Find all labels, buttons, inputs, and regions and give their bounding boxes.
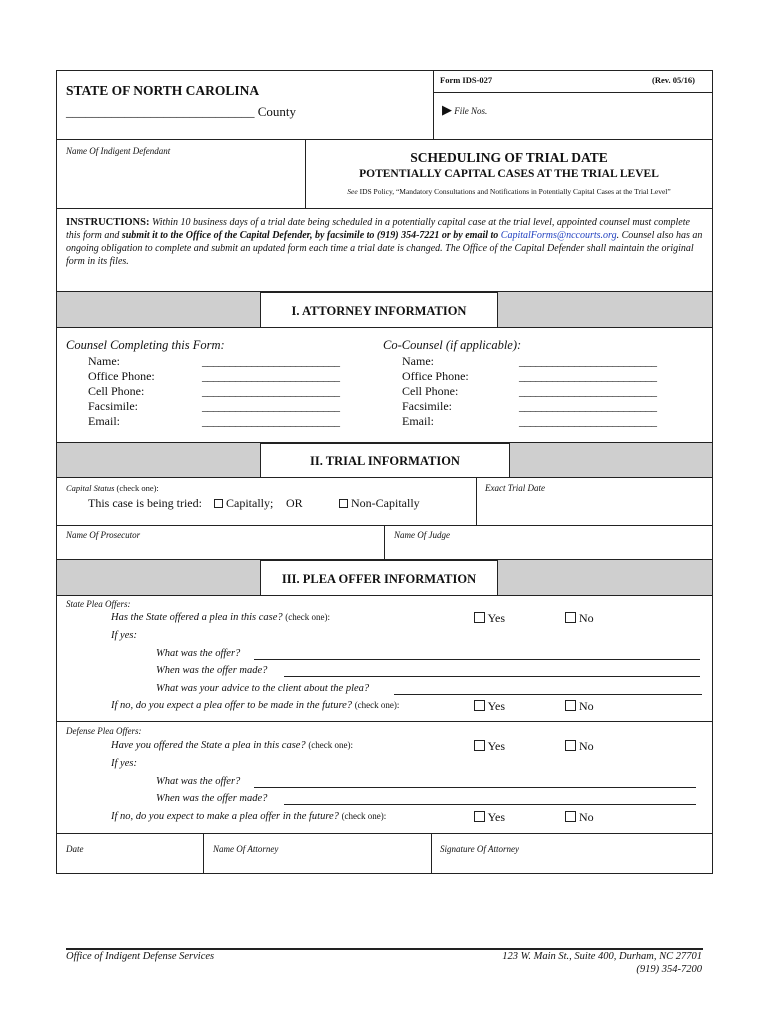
- attorney-signature-label: Signature Of Attorney: [440, 844, 519, 854]
- judge-field[interactable]: [394, 530, 450, 540]
- date-label: Date: [66, 844, 84, 854]
- state-when-input[interactable]: [284, 666, 700, 677]
- defendant-label: Name Of Indigent Defendant: [66, 146, 171, 156]
- defense-offer-label: What was the offer?: [156, 776, 241, 787]
- judge-label: Name Of Judge: [394, 530, 450, 540]
- state-future-yes-label: Yes: [487, 699, 506, 713]
- date-divider: [203, 833, 204, 874]
- policy-reference: [305, 187, 713, 196]
- section3-title: III. PLEA OFFER INFORMATION: [260, 560, 498, 596]
- defense-future-no-label: No: [579, 810, 594, 824]
- date-field[interactable]: [66, 844, 84, 854]
- defendant-field[interactable]: [66, 146, 170, 156]
- counsel-email-label: Email:: [88, 414, 120, 428]
- capital-forms-email-link[interactable]: CapitalForms@nccourts.org: [500, 230, 617, 241]
- cocounsel-office-phone-label: Office Phone:: [402, 369, 469, 383]
- section1-title: I. ATTORNEY INFORMATION: [260, 292, 498, 328]
- state-ifno-question: [111, 700, 399, 711]
- state-ifno-check-one: (check one):: [354, 700, 400, 710]
- footer-office: Office of Indigent Defense Services: [66, 951, 215, 962]
- defense-ifno-check-one: (check one):: [341, 811, 387, 821]
- instructions-part2: . Counsel also has an ongoing obligation to complete and submit an updated form each time a trial date is changed. The Office of the Capital Defender shall maintain the original form in its files.: [66, 230, 703, 267]
- defense-plea-question: [111, 740, 353, 751]
- cocounsel-email-input[interactable]: _________________________: [519, 414, 657, 428]
- state-offer-label: What was the offer?: [156, 648, 241, 659]
- counsel-name-input[interactable]: _________________________: [202, 354, 340, 368]
- defense-future-yes-label: Yes: [487, 810, 506, 824]
- state-future-yes-option[interactable]: [474, 699, 505, 714]
- defense-when-label: When was the offer made?: [156, 793, 268, 804]
- section2-title: II. TRIAL INFORMATION: [260, 443, 510, 478]
- capitally-checkbox[interactable]: [214, 499, 223, 508]
- state-plea-no-checkbox[interactable]: [565, 612, 576, 623]
- instructions-submit: submit it to the Office of the Capital Defender, by facsimile to (919) 354-7221 or by email to: [121, 230, 499, 241]
- counsel-cell-phone-input[interactable]: _________________________: [202, 384, 340, 398]
- state-plea-question: [111, 612, 330, 623]
- title-bottom-rule: [56, 208, 713, 209]
- name-divider: [431, 833, 432, 874]
- counsel-field-labels: [88, 354, 155, 429]
- prosecutor-judge-divider: [384, 525, 385, 559]
- state-plea-question-text: Has the State offered a plea in this case?: [111, 612, 283, 623]
- state-plea-no-option[interactable]: [565, 611, 594, 626]
- counsel-heading: Counsel Completing this Form:: [66, 338, 225, 352]
- county-field[interactable]: [66, 104, 296, 120]
- prosecutor-label: Name Of Prosecutor: [66, 530, 141, 540]
- state-advice-input[interactable]: [394, 684, 702, 695]
- tried-text: This case is being tried:: [88, 496, 202, 510]
- counsel-field-blanks: [202, 354, 340, 429]
- attorney-name-field[interactable]: [213, 844, 278, 854]
- defense-when-input[interactable]: [284, 794, 696, 805]
- defense-plea-question-text: Have you offered the State a plea in this case?: [111, 740, 306, 751]
- state-plea-yes-option[interactable]: [474, 611, 505, 626]
- footer-rule: [66, 948, 703, 950]
- attorney-signature-field[interactable]: [440, 844, 519, 854]
- county-blank: _____________________________: [66, 104, 255, 119]
- state-plea-no-label: No: [579, 611, 594, 625]
- defense-future-no-checkbox[interactable]: [565, 811, 576, 822]
- trial-date-divider: [476, 477, 477, 525]
- form-subtitle: POTENTIALLY CAPITAL CASES AT THE TRIAL LEVEL: [359, 168, 659, 180]
- defense-plea-no-checkbox[interactable]: [565, 740, 576, 751]
- file-nos-field[interactable]: [442, 102, 487, 118]
- state-when-label: When was the offer made?: [156, 665, 268, 676]
- footer-address: 123 W. Main St., Suite 400, Durham, NC 27701: [502, 951, 702, 962]
- header-divider: [433, 70, 434, 139]
- state-defense-divider: [56, 721, 713, 722]
- prosecutor-field[interactable]: [66, 530, 140, 540]
- counsel-name-label: Name:: [88, 354, 120, 368]
- defense-plea-check-one: (check one):: [308, 740, 354, 750]
- exact-trial-date-label: Exact Trial Date: [485, 483, 545, 493]
- state-name: STATE OF NORTH CAROLINA: [66, 83, 260, 98]
- state-offer-input[interactable]: [254, 649, 700, 660]
- form-revision: (Rev. 05/16): [652, 75, 695, 85]
- cocounsel-office-phone-input[interactable]: _________________________: [519, 369, 657, 383]
- cocounsel-name-label: Name:: [402, 354, 434, 368]
- capital-status-title: Capital Status: [66, 483, 115, 493]
- county-label: County: [257, 104, 297, 119]
- counsel-office-phone-label: Office Phone:: [88, 369, 155, 383]
- capital-status-label: [66, 483, 159, 493]
- state-ifno-text: If no, do you expect a plea offer to be made in the future?: [111, 700, 353, 711]
- policy-text: IDS Policy, “Mandatory Consultations and Notifications in Potentially Capital Cases at the Trial Level”: [359, 187, 671, 196]
- signature-row-top-rule: [56, 833, 713, 834]
- defense-offer-input[interactable]: [254, 777, 696, 788]
- defense-future-yes-option[interactable]: [474, 810, 505, 825]
- defense-plea-yes-checkbox[interactable]: [474, 740, 485, 751]
- defense-plea-yes-label: Yes: [487, 739, 506, 753]
- cocounsel-cell-phone-label: Cell Phone:: [402, 384, 459, 398]
- file-nos-label: File Nos.: [454, 106, 488, 116]
- instructions: [66, 216, 706, 268]
- defense-plea-no-option[interactable]: [565, 739, 594, 754]
- arrow-right-icon: ▶: [442, 102, 452, 117]
- cocounsel-field-blanks: [519, 354, 657, 429]
- state-advice-label: What was your advice to the client about the plea?: [156, 683, 370, 694]
- state-future-no-option[interactable]: [565, 699, 594, 714]
- defense-plea-heading: Defense Plea Offers:: [66, 726, 142, 736]
- state-if-yes: If yes:: [111, 630, 137, 641]
- state-plea-check-one: (check one):: [285, 612, 331, 622]
- noncapitally-option[interactable]: [339, 496, 420, 511]
- see-prefix: See: [347, 187, 358, 196]
- or-label: OR: [286, 496, 303, 510]
- counsel-facsimile-label: Facsimile:: [88, 399, 138, 413]
- capitally-label: Capitally;: [226, 496, 274, 510]
- form-number: Form IDS-027: [440, 75, 493, 85]
- form-title: SCHEDULING OF TRIAL DATE: [410, 150, 608, 165]
- counsel-facsimile-input[interactable]: _________________________: [202, 399, 340, 413]
- defense-ifno-question: [111, 811, 386, 822]
- cocounsel-facsimile-input[interactable]: _________________________: [519, 399, 657, 413]
- defense-future-no-option[interactable]: [565, 810, 594, 825]
- state-future-no-label: No: [579, 699, 594, 713]
- capitally-option[interactable]: [214, 496, 273, 511]
- defense-future-yes-checkbox[interactable]: [474, 811, 485, 822]
- footer-phone: (919) 354-7200: [636, 964, 702, 975]
- attorney-name-label: Name Of Attorney: [213, 844, 279, 854]
- exact-trial-date-field[interactable]: [485, 483, 545, 493]
- state-plea-yes-checkbox[interactable]: [474, 612, 485, 623]
- counsel-office-phone-input[interactable]: _________________________: [202, 369, 340, 383]
- instructions-label: INSTRUCTIONS:: [66, 217, 150, 228]
- state-future-no-checkbox[interactable]: [565, 700, 576, 711]
- state-future-yes-checkbox[interactable]: [474, 700, 485, 711]
- instructions-part1: Within 10 business days of a trial date being scheduled in a potentially capital case at the trial level, appointed counsel must complete this form and: [66, 217, 690, 241]
- counsel-cell-phone-label: Cell Phone:: [88, 384, 145, 398]
- capital-status-check-one: (check one):: [116, 483, 159, 493]
- tried-row: [88, 496, 202, 511]
- state-plea-yes-label: Yes: [487, 611, 506, 625]
- defense-if-yes: If yes:: [111, 758, 137, 769]
- cocounsel-email-label: Email:: [402, 414, 434, 428]
- defense-plea-yes-option[interactable]: [474, 739, 505, 754]
- cocounsel-heading: Co-Counsel (if applicable):: [383, 338, 522, 352]
- header-bottom-rule: [56, 139, 713, 140]
- form-number-rule: [433, 92, 713, 93]
- cocounsel-facsimile-label: Facsimile:: [402, 399, 452, 413]
- counsel-email-input[interactable]: _________________________: [202, 414, 340, 428]
- noncapitally-label: Non-Capitally: [351, 496, 420, 510]
- cocounsel-cell-phone-input[interactable]: _________________________: [519, 384, 657, 398]
- defense-plea-no-label: No: [579, 739, 594, 753]
- cocounsel-field-labels: [402, 354, 469, 429]
- cocounsel-name-input[interactable]: _________________________: [519, 354, 657, 368]
- defense-ifno-text: If no, do you expect to make a plea offer in the future?: [111, 811, 339, 822]
- noncapitally-checkbox[interactable]: [339, 499, 348, 508]
- state-plea-heading: State Plea Offers:: [66, 599, 131, 609]
